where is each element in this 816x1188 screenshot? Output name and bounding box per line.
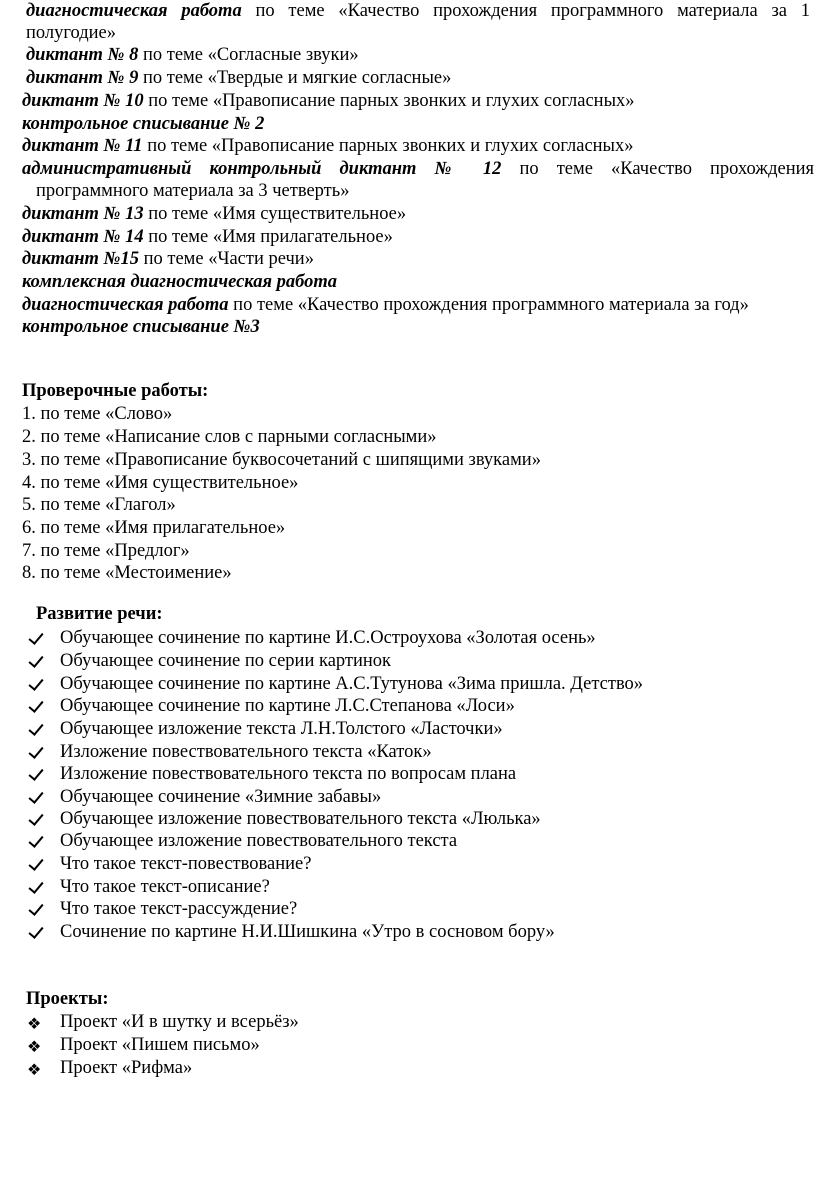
list-item-label: Обучающее изложение повествовательного текста «Люлька» (60, 809, 541, 829)
test-line: диктант № 8 по теме «Согласные звуки» (26, 45, 359, 65)
list-item-label: Изложение повествовательного текста «Каток» (60, 742, 432, 762)
test-line: комплексная диагностическая работа (22, 272, 337, 292)
list-item-label: Обучающее изложение повествовательного текста (60, 831, 458, 851)
list-item-label: Что такое текст-описание? (60, 877, 270, 897)
test-line: программного материала за 3 четверть» (36, 181, 350, 201)
document-page: диагностическая работа по теме «Качество прохождения программного материала за 1 полугодие» диктант № 8 по теме «Согласные звуки» диктант № 9 по теме «Твердые и мягкие согласные» диктант № 10 по теме «Правописание парных звонких и глухих согласных» контрольное списывание № 2 диктант № 11 по теме «Правописание парных звонких и глухих согласных» административный контрольный диктант № 12 по теме «Качество прохождения программного материала за 3 четверть» диктант № 13 по теме «Имя существительное» диктант № 14 по теме «Имя прилагательное» диктант №15 по теме «Части речи» комплексная диагностическая работа диагностическая работа по теме «Качество прохождения программного материала за год» контрольное списывание №3 Проверочные работы: 1. по теме «Слово» 2. по теме «Написание слов с парными согласными» 3. по теме «Правописание буквосочетаний с шипящими звуками» 4. по теме «Имя существительное» 5. по теме «Глагол» 6. по теме «Имя прилагательное» 7. по теме «Предлог» 8. по теме «Местоимение» Развитие речи: Обучающее сочинение по картине И.С.Остроухова «Золотая осень» Обучающее сочинение по серии картинок Обучающее сочинение по картине А.С.Тутунова «Зима пришла. Детство» Обучающее сочинение по картине Л.С.Степанова «Лоси» Обучающее изложение текста Л.Н.Толстого «Ласточки» Изложение повествовательного текста «Каток» Изложение повествовательного текста по вопросам плана Обучающее сочинение «Зимние забавы» Обучающее изложение повествовательного текста «Люлька» Обучающее изложение повествовательного текста Что такое текст-повествование? Что такое текст-описание? Что такое текст-рассуждение? Сочинение по картине Н.И.Шишкина «Утро в сосновом бору» Проекты: ❖ Проект «И в шутку и всерьёз» ❖ Проект «Пишем письмо» ❖ Проект «Рифма» (22, 1, 815, 1079)
speech-heading: Развитие речи: (36, 604, 163, 624)
list-item-label: Изложение повествовательного текста по вопросам плана (60, 764, 517, 784)
list-item: 4. по теме «Имя существительное» (22, 473, 299, 493)
list-item-label: Проект «И в шутку и всерьёз» (60, 1012, 299, 1032)
list-item-label: Что такое текст-повествование? (60, 854, 312, 874)
test-line: контрольное списывание № 2 (22, 114, 265, 134)
list-item-label: Проект «Рифма» (60, 1058, 193, 1078)
list-item: 1. по теме «Слово» (22, 404, 173, 424)
checks-heading: Проверочные работы: (22, 381, 209, 401)
list-item-label: Обучающее сочинение по картине И.С.Остроухова «Золотая осень» (60, 628, 596, 648)
list-item-label: Обучающее изложение текста Л.Н.Толстого «Ласточки» (60, 719, 503, 739)
test-line: диктант № 14 по теме «Имя прилагательное» (22, 227, 393, 247)
test-line: диагностическая работа по теме «Качество прохождения программного материала за 1 (26, 1, 810, 21)
list-item: 7. по теме «Предлог» (22, 541, 190, 561)
list-item: 8. по теме «Местоимение» (22, 563, 232, 583)
test-line: диктант № 13 по теме «Имя существительное» (22, 204, 407, 224)
list-item-label: Обучающее сочинение по серии картинок (60, 651, 392, 671)
list-item: 3. по теме «Правописание буквосочетаний с шипящими звуками» (22, 450, 541, 470)
test-line: диктант № 9 по теме «Твердые и мягкие согласные» (26, 68, 452, 88)
list-item-label: Что такое текст-рассуждение? (60, 899, 298, 919)
list-item: 6. по теме «Имя прилагательное» (22, 518, 286, 538)
list-item: 5. по теме «Глагол» (22, 495, 176, 515)
list-item-label: Обучающее сочинение по картине А.С.Тутунова «Зима пришла. Детство» (60, 674, 644, 694)
list-item-label: Проект «Пишем письмо» (60, 1035, 260, 1055)
test-line: диктант №15 по теме «Части речи» (22, 249, 314, 269)
test-line: диктант № 10 по теме «Правописание парных звонких и глухих согласных» (22, 91, 635, 111)
test-line: полугодие» (26, 23, 117, 43)
list-item-label: Сочинение по картине Н.И.Шишкина «Утро в сосновом бору» (60, 922, 555, 942)
list-item-label: Обучающее сочинение «Зимние забавы» (60, 787, 382, 807)
test-line: диагностическая работа по теме «Качество прохождения программного материала за год» (22, 295, 749, 315)
list-item: 2. по теме «Написание слов с парными согласными» (22, 427, 437, 447)
test-line: административный контрольный диктант № 12 по теме «Качество прохождения (22, 159, 815, 179)
projects-heading: Проекты: (26, 989, 109, 1009)
test-line: контрольное списывание №3 (22, 317, 260, 337)
list-item-label: Обучающее сочинение по картине Л.С.Степанова «Лоси» (60, 696, 515, 716)
test-line: диктант № 11 по теме «Правописание парных звонких и глухих согласных» (22, 136, 634, 156)
